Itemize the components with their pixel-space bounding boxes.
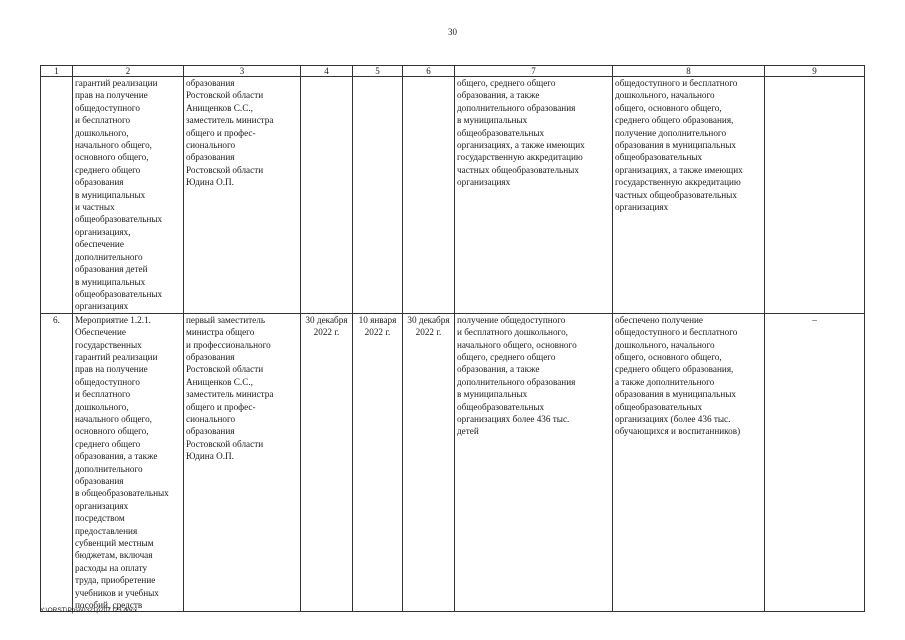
- column-header: 6: [403, 66, 455, 77]
- measure-name-cell: гарантий реализации прав на получение общедоступного и бесплатного дошкольного, начального общего, основного общего, среднего общего образования в муниципальных и частных общеобразовательных организациях, обеспечение дополнительного образования детей в муниципальных общеобразовательных организациях: [73, 77, 184, 314]
- column-header: 1: [41, 66, 73, 77]
- actual-result-cell: обеспечено получение общедоступного и бесплатного дошкольного, начального общего, основного общего, среднего общего образования, а также дополнительного образования в муниципальных общеобразовательных организациях (более 436 тыс. обучающихся и воспитанников): [613, 313, 765, 612]
- expected-result-cell: общего, среднего общего образования, а также дополнительного образования в муниципальных общеобразовательных организациях, а также имеющих государственную аккредитацию частных общеобразовательных организациях: [455, 77, 613, 314]
- expected-result-cell: получение общедоступного и бесплатного дошкольного, начального общего, основного общего, среднего общего образования, а также дополнительного образования в муниципальных общеобразовательных организациях более 436 тыс. детей: [455, 313, 613, 612]
- measures-table: [40, 65, 865, 612]
- date-cell: 10 января 2022 г.: [353, 313, 403, 612]
- row-number-cell: 6.: [41, 313, 73, 612]
- column-header: 4: [301, 66, 353, 77]
- responsible-cell: образования Ростовской области Анищенков С.С., заместитель министра общего и профес- сионального образования Ростовской области Юдина О.П.: [184, 77, 301, 314]
- column-header: 9: [765, 66, 865, 77]
- table-row: [41, 313, 865, 612]
- column-header: 3: [184, 66, 301, 77]
- date-cell: [301, 77, 353, 314]
- column-header: 5: [353, 66, 403, 77]
- column-header: 2: [73, 66, 184, 77]
- table-row-continued: [41, 77, 865, 314]
- note-cell: [765, 77, 865, 314]
- date-cell: 30 декабря 2022 г.: [301, 313, 353, 612]
- actual-result-cell: общедоступного и бесплатного дошкольного, начального общего, основного общего, среднего общего образования, получение дополнительного образования в муниципальных общеобразовательных организациях, а также имеющих государственную аккредитацию частных общеобразовательных организациях: [613, 77, 765, 314]
- column-number-row: [41, 66, 865, 77]
- date-cell: [353, 77, 403, 314]
- row-number-cell: [41, 77, 73, 314]
- date-cell: 30 декабря 2022 г.: [403, 313, 455, 612]
- measure-name-cell: Мероприятие 1.2.1. Обеспечение государственных гарантий реализации прав на получение общедоступного и бесплатного дошкольного, начального общего, основного общего, среднего общего образования, а также дополнительного образования в общеобразовательных организациях посредством предоставления субвенций местным бюджетам, включая расходы на оплату труда, приобретение учебников и учебных пособий, средств: [73, 313, 184, 612]
- responsible-cell: первый заместитель министра общего и профессионального образования Ростовской области Анищенков С.С., заместитель министра общего и профес- сионального образования Ростовской области Юдина О.П.: [184, 313, 301, 612]
- column-header: 7: [455, 66, 613, 77]
- file-path-footer: Y:\ORST\Ppsi\0321p207.f23.docx: [40, 607, 138, 614]
- page-number: 30: [448, 27, 457, 37]
- column-header: 8: [613, 66, 765, 77]
- date-cell: [403, 77, 455, 314]
- note-cell: –: [765, 313, 865, 612]
